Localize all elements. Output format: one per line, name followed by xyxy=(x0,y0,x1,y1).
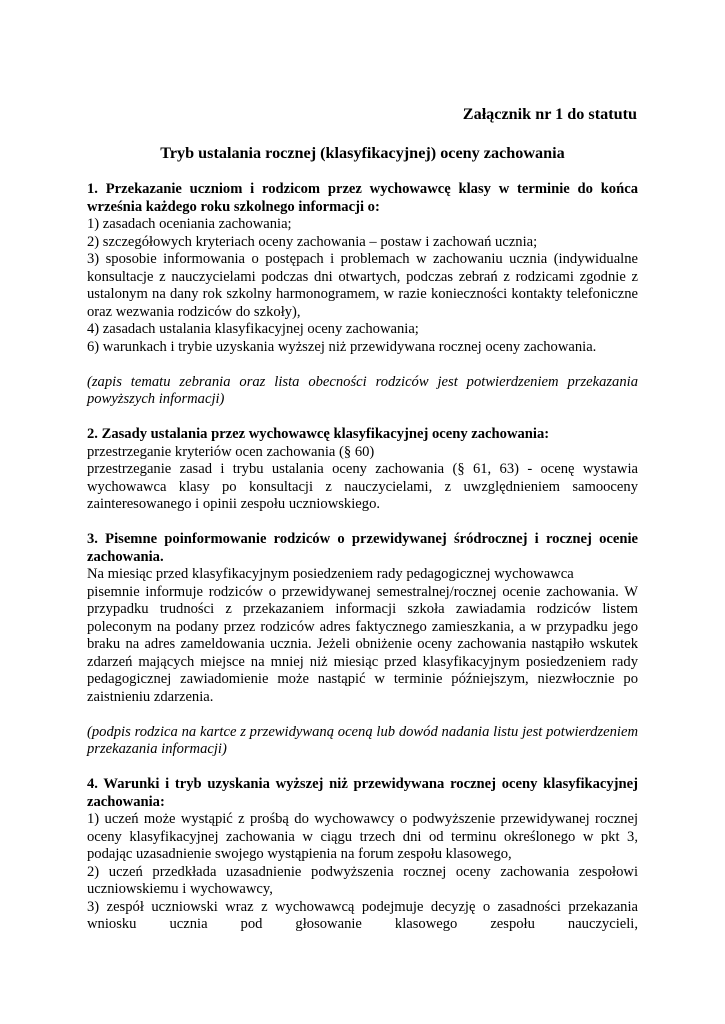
spacer xyxy=(87,356,638,374)
section-3-line-1: Na miesiąc przed klasyfikacyjnym posiedzeniem rady pedagogicznej wychowawca xyxy=(87,566,574,582)
spacer xyxy=(87,706,638,724)
section-4-item-3: 3) zespół uczniowski wraz z wychowawcą podejmuje decyzję o zasadności przekazania wniosku ucznia pod głosowanie klasowego zespołu nauczycieli, xyxy=(87,898,638,932)
section-3-line-2: pisemnie informuje rodziców o przewidywanej semestralnej/rocznej ocenie zachowania. W przypadku trudności z przekazaniem informacji szkoła zawiadamia rodziców listem poleconym na podany przez rodziców adres faktycznego zamieszkania, a w przypadku jego braku na adres zameldowania ucznia. Jeżeli obniżenie oceny zachowania nastąpiło wskutek zdarzeń mających miejsce na mniej niż miesiąc przed klasyfikacyjnym posiedzeniem rady pedagogicznej zawiadomienie może nastąpić w terminie późniejszym, niezwłocznie po zaistnieniu zdarzenia. xyxy=(87,583,638,705)
attachment-label: Załącznik nr 1 do statutu xyxy=(462,105,637,123)
document-body xyxy=(87,181,638,934)
spacer xyxy=(87,514,638,532)
section-1-note: (zapis tematu zebrania oraz lista obecności rodziców jest potwierdzeniem przekazania powyższych informacji) xyxy=(87,373,638,407)
spacer xyxy=(87,409,638,427)
section-1-item-6: 6) warunkach i trybie uzyskania wyższej niż przewidywana rocznej oceny zachowania. xyxy=(87,338,597,355)
spacer xyxy=(87,759,638,777)
section-4-item-1: 1) uczeń może wystąpić z prośbą do wychowawcy o podwyższenie przewidywanej rocznej oceny klasyfikacyjnej zachowania w ciągu trzech dni od terminu określonego w pkt 3, podając uzasadnienie swojego wystąpienia na forum zespołu klasowego, xyxy=(87,811,638,862)
section-2-heading: 2. Zasady ustalania przez wychowawcę klasyfikacyjnej oceny zachowania: xyxy=(87,426,550,442)
section-3-note: (podpis rodzica na kartce z przewidywaną oceną lub dowód nadania listu jest potwierdzeniem przekazania informacji) xyxy=(87,723,638,757)
section-1-item-3: 3) sposobie informowania o postępach i problemach w zachowaniu ucznia (indywidualne konsultacje z nauczycielami podczas dni otwartych, podczas zebrań z rodzicami zgodnie z ustalonym na dany rok szkolny harmonogramem, w razie konieczności kontakty telefoniczne oraz wezwania rodziców do szkoły), xyxy=(87,251,638,320)
section-4-item-2: 2) uczeń przedkłada uzasadnienie podwyższenia rocznej oceny zachowania zespołowi uczniowskiemu i wychowawcy, xyxy=(87,863,638,897)
section-1-heading: 1. Przekazanie uczniom i rodzicom przez wychowawcę klasy w terminie do końca września każdego roku szkolnego informacji o: xyxy=(87,181,638,215)
section-2-line-1: przestrzeganie kryteriów ocen zachowania (§ 60) xyxy=(87,443,375,460)
section-2-line-2: przestrzeganie zasad i trybu ustalania oceny zachowania (§ 61, 63) - ocenę wystawia wychowawca klasy po konsultacji z nauczycielami, z uwzględnieniem samooceny zainteresowanego i opinii zespołu uczniowskiego. xyxy=(87,461,638,512)
section-1-item-1: 1) zasadach oceniania zachowania; xyxy=(87,216,292,232)
document-title: Tryb ustalania rocznej (klasyfikacyjnej) oceny zachowania xyxy=(160,144,565,162)
section-1-item-4: 4) zasadach ustalania klasyfikacyjnej oceny zachowania; xyxy=(87,321,419,337)
section-3-heading: 3. Pisemne poinformowanie rodziców o przewidywanej śródrocznej i rocznej ocenie zachowania. xyxy=(87,531,638,565)
section-4-heading: 4. Warunki i tryb uzyskania wyższej niż przewidywana rocznej oceny klasyfikacyjnej zachowania: xyxy=(87,776,638,810)
section-1-item-2: 2) szczegółowych kryteriach oceny zachowania – postaw i zachowań ucznia; xyxy=(87,233,538,250)
